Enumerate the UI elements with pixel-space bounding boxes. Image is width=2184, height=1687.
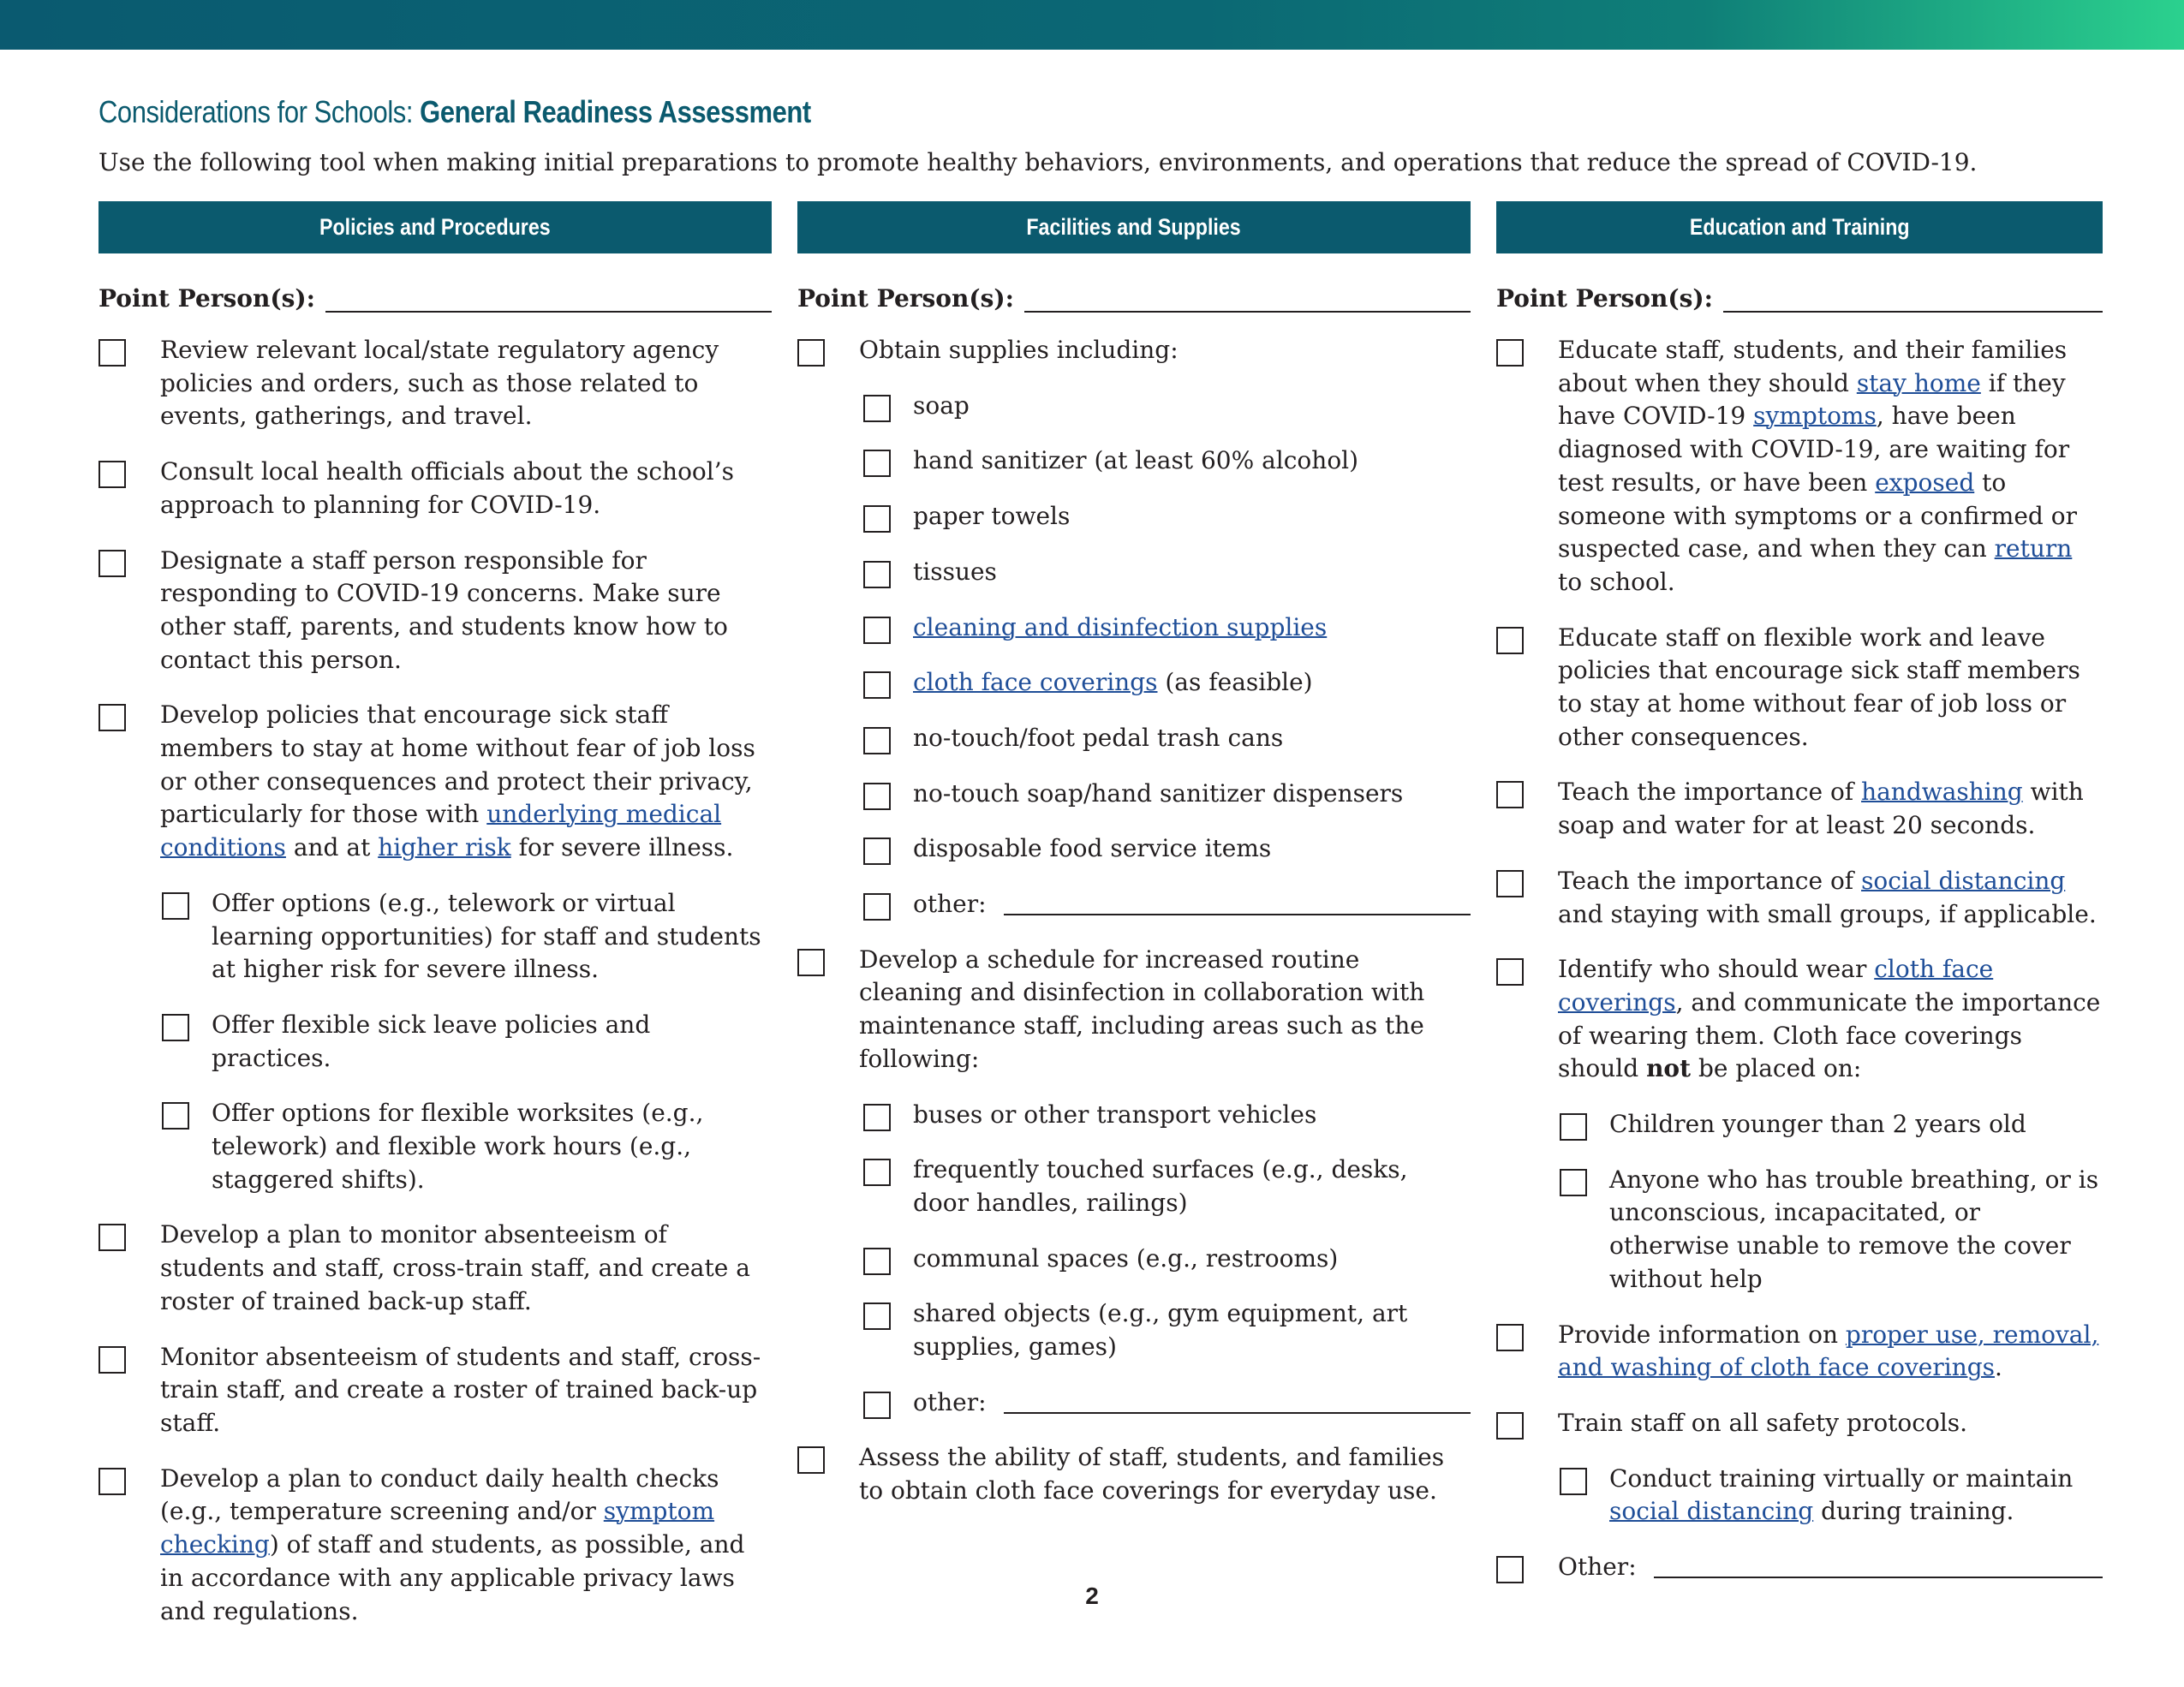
checkbox[interactable]: [797, 949, 825, 976]
item-text: [913, 888, 987, 921]
resource-link[interactable]: cleaning and disinfection supplies: [913, 612, 1328, 641]
checkbox[interactable]: [98, 550, 126, 577]
item-text: [160, 334, 772, 433]
checklist-item: [1496, 1407, 2103, 1440]
checklist-subitem: [863, 778, 1471, 811]
point-person-label: Point Person(s):: [1496, 284, 1713, 313]
checklist-item: [98, 1219, 772, 1318]
text-run: frequently touched surfaces (e.g., desks, door handles, railings): [913, 1155, 1408, 1217]
text-run: .: [1995, 1353, 2002, 1382]
item-text: [160, 545, 772, 677]
text-run: Offer options for flexible worksites (e.g., telework) and flexible work hours (e.g., staggered shifts).: [212, 1099, 704, 1194]
checkbox[interactable]: [863, 893, 891, 921]
text-run: Develop a plan to monitor absenteeism of students and staff, cross-train staff, and create a roster of trained back-up staff.: [160, 1220, 750, 1315]
item-text: [913, 556, 1471, 589]
checklist-subitem: [162, 1009, 772, 1075]
checklist-subitem: [863, 390, 1471, 423]
other-input[interactable]: [1004, 888, 1471, 915]
checklist-item: [98, 699, 772, 865]
checkbox[interactable]: [863, 1104, 891, 1131]
point-person-input[interactable]: [1723, 285, 2103, 313]
checklist: [797, 334, 1471, 1508]
item-text: [1609, 1164, 2103, 1297]
checkbox[interactable]: [1560, 1113, 1587, 1141]
checklist-subitem: [863, 832, 1471, 866]
resource-link[interactable]: proper use, removal, and washing of cloth face coverings: [1558, 1320, 2099, 1382]
checklist: [98, 334, 772, 1628]
checklist-subitem: [863, 1386, 1471, 1420]
checklist-item: [1496, 622, 2103, 754]
text-run: to someone with symptoms or a confirmed or suspected case, and when they can: [1558, 468, 2077, 563]
text-run: tissues: [913, 557, 997, 586]
item-text: [913, 1297, 1471, 1363]
text-run: other:: [913, 890, 987, 919]
text-run: to school.: [1558, 567, 1675, 596]
point-person-label: Point Person(s):: [98, 284, 315, 313]
checkbox[interactable]: [98, 461, 126, 488]
item-text: [212, 1009, 772, 1075]
text-run: no-touch/foot pedal trash cans: [913, 723, 1284, 752]
checkbox[interactable]: [1496, 781, 1524, 808]
text-run: if they have COVID-19: [1558, 368, 2066, 431]
checkbox[interactable]: [98, 704, 126, 731]
text-run: communal spaces (e.g., restrooms): [913, 1243, 1339, 1273]
checklist-subitem: [1560, 1164, 2103, 1297]
column-policies: [98, 201, 772, 1650]
item-text: [859, 944, 1471, 1076]
item-text: [1558, 1407, 2103, 1440]
checklist-subitem: [162, 1097, 772, 1196]
checkbox[interactable]: [863, 838, 891, 865]
checklist-item: [1496, 865, 2103, 931]
checklist-item: [1496, 1319, 2103, 1385]
item-text: [913, 611, 1471, 645]
text-run: and staying with small groups, if applicable.: [1558, 899, 2097, 928]
resource-link[interactable]: social distancing: [1609, 1497, 1814, 1526]
title-prefix: Considerations for Schools:: [98, 94, 421, 129]
checklist-subitem: [863, 1153, 1471, 1219]
text-run: (as feasible): [1157, 668, 1313, 697]
emphasis-text: not: [1646, 1054, 1692, 1083]
text-run: other:: [913, 1387, 987, 1416]
resource-link[interactable]: symptom checking: [160, 1497, 715, 1559]
checklist-item: [1496, 953, 2103, 1086]
checklist: [1496, 334, 2103, 1584]
checklist-item: [1496, 1551, 2103, 1584]
intro-text: Use the following tool when making initial preparations to promote healthy behaviors, environments, and operations that reduce the spread of COVID-19.: [98, 148, 1978, 176]
column-heading: Education and Training: [1689, 214, 1910, 240]
checkbox[interactable]: [863, 783, 891, 810]
checkbox[interactable]: [797, 1446, 825, 1474]
text-run: , have been diagnosed with COVID-19, are waiting for test results, or have been: [1558, 402, 2070, 497]
item-text: [160, 456, 772, 522]
text-run: Other:: [1558, 1553, 1637, 1582]
checkbox[interactable]: [162, 1014, 189, 1041]
checklist-subitem: [863, 611, 1471, 645]
column-education: [1496, 201, 2103, 1607]
checklist-item: [1496, 776, 2103, 842]
text-run: Offer flexible sick leave policies and practices.: [212, 1010, 651, 1072]
item-text: [913, 1243, 1471, 1276]
checkbox[interactable]: [162, 892, 189, 920]
text-run: Provide information on: [1558, 1320, 1846, 1349]
resource-link[interactable]: higher risk: [378, 833, 511, 862]
checkbox[interactable]: [863, 505, 891, 533]
text-run: hand sanitizer (at least 60% alcohol): [913, 446, 1359, 475]
checkbox[interactable]: [98, 1468, 126, 1495]
column-facilities: [797, 201, 1471, 1530]
text-run: Develop a schedule for increased routine cleaning and disinfection in collaboration with maintenance staff, including areas such as the following:: [859, 945, 1425, 1073]
checkbox[interactable]: [863, 561, 891, 588]
checklist-item: [797, 944, 1471, 1076]
text-run: Develop policies that encourage sick staff members to stay at home without fear of job loss or other consequences and protect their privacy, particularly for those with: [160, 700, 755, 829]
checklist-item: [1496, 334, 2103, 599]
checkbox[interactable]: [863, 1392, 891, 1419]
item-text: [1558, 776, 2103, 842]
text-run: Train staff on all safety protocols.: [1558, 1408, 1968, 1437]
checkbox[interactable]: [863, 727, 891, 754]
item-text: [1609, 1108, 2103, 1142]
text-run: during training.: [1813, 1497, 2014, 1526]
point-person-label: Point Person(s):: [797, 284, 1014, 313]
checkbox[interactable]: [98, 1346, 126, 1374]
text-run: shared objects (e.g., gym equipment, art supplies, games): [913, 1299, 1408, 1362]
text-run: and at: [285, 833, 379, 862]
text-run: Offer options (e.g., telework or virtual learning opportunities) for staff and students at higher risk for severe illness.: [212, 888, 761, 984]
other-input[interactable]: [1654, 1551, 2103, 1578]
page-number: 2: [1085, 1583, 1099, 1609]
checkbox[interactable]: [863, 671, 891, 699]
item-text: [913, 390, 1471, 423]
checklist-subitem: [1560, 1463, 2103, 1529]
checklist-subitem: [162, 887, 772, 987]
checklist-subitem: [863, 722, 1471, 755]
checkbox[interactable]: [98, 1224, 126, 1251]
resource-link[interactable]: social distancing: [1861, 866, 2066, 895]
text-run: Assess the ability of staff, students, and families to obtain cloth face coverings for everyday use.: [859, 1443, 1445, 1505]
text-run: , and communicate the importance of wearing them. Cloth face coverings should: [1558, 987, 2101, 1083]
checkbox[interactable]: [863, 450, 891, 477]
checklist-item: [98, 545, 772, 677]
checklist-item: [98, 456, 772, 522]
text-run: Educate staff on flexible work and leave policies that encourage sick staff members to stay at home without fear of job loss or other consequences.: [1558, 623, 2080, 751]
item-text: [913, 1386, 987, 1420]
checklist-subitem: [863, 888, 1471, 921]
resource-link[interactable]: underlying medical conditions: [160, 800, 722, 862]
checklist-subitem: [863, 556, 1471, 589]
item-text: [1558, 865, 2103, 931]
item-text: [1558, 334, 2103, 599]
checklist-subitem: [863, 666, 1471, 700]
checkbox[interactable]: [797, 339, 825, 367]
text-run: Anyone who has trouble breathing, or is unconscious, incapacitated, or otherwise unable to remove the cover without help: [1609, 1165, 2099, 1293]
text-run: paper towels: [913, 502, 1071, 531]
item-text: [859, 334, 1471, 367]
checkbox[interactable]: [98, 339, 126, 367]
resource-link[interactable]: exposed: [1875, 468, 1975, 497]
text-run: no-touch soap/hand sanitizer dispensers: [913, 778, 1404, 808]
item-text: [913, 1099, 1471, 1132]
item-text: [913, 666, 1471, 700]
checkbox[interactable]: [1496, 958, 1524, 986]
item-text: [1558, 1551, 1637, 1584]
text-run: with soap and water for at least 20 seconds.: [1558, 778, 2084, 840]
item-text: [160, 1219, 772, 1318]
item-text: [913, 722, 1471, 755]
text-run: soap: [913, 390, 970, 420]
checkbox[interactable]: [863, 617, 891, 644]
other-row: [913, 1386, 1471, 1420]
top-banner: [0, 0, 2184, 50]
column-header-facilities: [797, 201, 1471, 253]
item-text: [212, 887, 772, 987]
text-run: Review relevant local/state regulatory agency policies and orders, such as those related to events, gatherings, and travel.: [160, 336, 719, 431]
title-main: General Readiness Assessment: [420, 94, 811, 129]
checkbox[interactable]: [1496, 870, 1524, 897]
text-run: Designate a staff person responsible for responding to COVID-19 concerns. Make sure other staff, parents, and students know how to contact this person.: [160, 545, 728, 674]
text-run: buses or other transport vehicles: [913, 1100, 1317, 1129]
text-run: be placed on:: [1691, 1054, 1862, 1083]
point-person-input[interactable]: [1024, 285, 1471, 313]
checkbox[interactable]: [863, 1248, 891, 1275]
checkbox[interactable]: [1496, 339, 1524, 367]
resource-link[interactable]: cloth face coverings: [913, 668, 1158, 697]
checkbox[interactable]: [1560, 1169, 1587, 1196]
other-row: [1558, 1551, 2103, 1584]
item-text: [913, 832, 1471, 866]
checklist-item: [797, 334, 1471, 367]
item-text: [212, 1097, 772, 1196]
point-person-input[interactable]: [325, 285, 772, 313]
item-text: [913, 1153, 1471, 1219]
checklist-subitem: [1560, 1108, 2103, 1142]
resource-link[interactable]: return: [1994, 534, 2073, 563]
checklist-item: [98, 334, 772, 433]
checkbox[interactable]: [863, 395, 891, 422]
text-run: Teach the importance of: [1558, 778, 1862, 807]
other-input[interactable]: [1004, 1386, 1471, 1414]
text-run: ) of staff and students, as possible, and in accordance with any applicable privacy laws and regulations.: [160, 1530, 745, 1625]
checklist-item: [797, 1441, 1471, 1507]
item-text: [1609, 1463, 2103, 1529]
resource-link[interactable]: cloth face coverings: [1558, 955, 1994, 1016]
text-run: Conduct training virtually or maintain: [1609, 1463, 2074, 1493]
checklist-subitem: [863, 444, 1471, 478]
checklist-subitem: [863, 1243, 1471, 1276]
text-run: disposable food service items: [913, 834, 1272, 863]
text-run: Monitor absenteeism of students and staff, cross-train staff, and create a roster of trained back-up staff.: [160, 1342, 761, 1437]
item-text: [913, 778, 1471, 811]
checkbox[interactable]: [1560, 1468, 1587, 1495]
checkbox[interactable]: [863, 1303, 891, 1330]
resource-link[interactable]: handwashing: [1861, 778, 2023, 807]
text-run: Develop a plan to conduct daily health checks (e.g., temperature screening and/or: [160, 1463, 719, 1526]
other-row: [913, 888, 1471, 921]
point-person-row: [797, 278, 1471, 313]
resource-link[interactable]: symptoms: [1753, 402, 1877, 431]
column-header-education: [1496, 201, 2103, 253]
item-text: [1558, 622, 2103, 754]
checklist-subitem: [863, 500, 1471, 534]
item-text: [913, 500, 1471, 534]
checkbox[interactable]: [1496, 1412, 1524, 1440]
checklist-subitem: [863, 1099, 1471, 1132]
text-run: Obtain supplies including:: [859, 336, 1179, 364]
resource-link[interactable]: stay home: [1856, 368, 1981, 397]
checkbox[interactable]: [1496, 1556, 1524, 1583]
item-text: [160, 699, 772, 865]
checkbox[interactable]: [162, 1102, 189, 1130]
text-run: Educate staff, students, and their families about when they should: [1558, 336, 2068, 397]
checkbox[interactable]: [1496, 627, 1524, 654]
item-text: [913, 444, 1471, 478]
item-text: [859, 1441, 1471, 1507]
point-person-row: [1496, 278, 2103, 313]
checkbox[interactable]: [1496, 1324, 1524, 1351]
text-run: Identify who should wear: [1558, 955, 1875, 984]
item-text: [1558, 953, 2103, 1086]
column-heading: Facilities and Supplies: [1026, 214, 1242, 240]
page-title: [98, 94, 811, 130]
column-heading: Policies and Procedures: [319, 214, 551, 240]
column-header-policies: [98, 201, 772, 253]
item-text: [160, 1341, 772, 1440]
checklist-subitem: [863, 1297, 1471, 1363]
text-run: Consult local health officials about the school’s approach to planning for COVID-19.: [160, 457, 735, 519]
item-text: [1558, 1319, 2103, 1385]
text-run: Children younger than 2 years old: [1609, 1110, 2026, 1139]
text-run: for severe illness.: [510, 833, 734, 862]
checkbox[interactable]: [863, 1159, 891, 1186]
text-run: Teach the importance of: [1558, 866, 1862, 895]
point-person-row: [98, 278, 772, 313]
checklist-item: [98, 1341, 772, 1440]
